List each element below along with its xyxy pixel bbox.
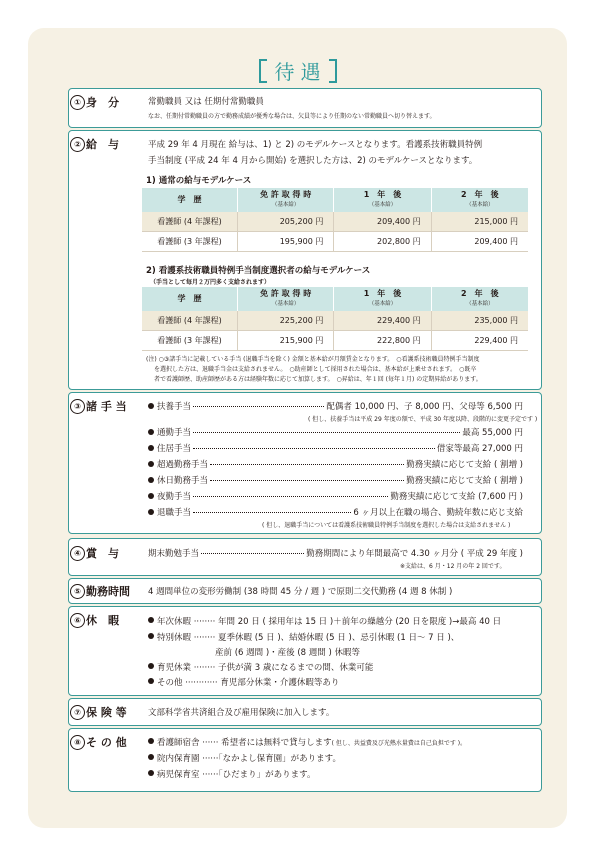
- section-heading: ③ 諸 手 当: [70, 398, 127, 414]
- table2-subtitle: （手当として毎月２万円多く支給されます）: [150, 279, 271, 286]
- allowance-row: 退職手当 6 ヶ月以上在職の場合、勤続年数に応じ支給: [148, 506, 523, 518]
- col-header: 2 年 後 （基本給）: [431, 188, 528, 212]
- section-heading: ⑧ そ の 他: [70, 734, 127, 750]
- kyuyo-note-2: を選択した方は、退職手当金は支給されません。 ○助産師として採用された場合は、基本給が上乗せされます。 ○既卒: [154, 366, 477, 373]
- section-heading: ⑥ 休 暇: [70, 612, 119, 628]
- mibun-line2: なお、任期付常勤職員の方で勤務成績が優秀な場合は、欠員等により任期のない常勤職員へ切り替えます。: [148, 113, 436, 120]
- taishoku-note: ( 但し、退職手当については看護系技術職員特例手当制度を選択した場合は支給されません ): [262, 522, 511, 529]
- sonota-line3: 病児保育室 ······「ひだまり」があります。: [148, 768, 316, 780]
- kyuka-tokubetsu-2: 産前 (6 週間 )・産後 (8 週間 ) 休暇等: [215, 648, 360, 658]
- kyuka-tokubetsu: 特別休暇 ········ 夏季休暇 (5 日 )、結婚休暇 (5 日 )、忌引休暇 (1 日～ 7 日 )、: [148, 631, 459, 643]
- section-heading: ④ 賞 与: [70, 545, 119, 561]
- table-row: 看護師 (4 年課程) 205,200 円 209,400 円 215,000 円: [142, 212, 528, 232]
- col-header: 学 歴: [142, 287, 238, 311]
- table2-title: 2) 看護系技術職員特例手当制度選択者の給与モデルケース: [146, 266, 371, 276]
- fuyo-note: ( 但し、扶養手当は平成 29 年度の額で、平成 30 年度以降、段階的に変更予定です ): [308, 416, 538, 423]
- kyuyo-note-1: (注) ○③諸手当に記載している手当 (退職手当を除く) 金額と基本給が月額賃金となります。 ○看護系技術職員特例手当制度: [146, 356, 480, 363]
- salary-table-2: [142, 287, 528, 351]
- section-heading: ⑤ 勤務時間: [70, 583, 130, 599]
- allowance-row: 扶養手当 配偶者 10,000 円、子 8,000 円、父母等 6,500 円: [148, 400, 523, 412]
- salary-table-1: [142, 188, 528, 252]
- table-row: 看護師 (4 年課程) 225,200 円 229,400 円 235,000 円: [142, 311, 528, 331]
- kyuyo-line2: 手当制度 (平成 24 年 4 月から開始) を選択した方は、2) のモデルケースとなります。: [148, 156, 478, 166]
- bonus-note: ※支給は、6 月・12 月の年 2 回です。: [400, 563, 506, 570]
- page-title: [0, 56, 595, 85]
- table-row: 看護師 (3 年課程) 215,900 円 222,800 円 229,400 円: [142, 331, 528, 351]
- section-heading: ⑦ 保 険 等: [70, 704, 127, 720]
- section-heading: ② 給 与: [70, 136, 119, 152]
- col-header: 1 年 後 （基本給）: [334, 188, 431, 212]
- jikan-text: 4 週間単位の変形労働制 (38 時間 45 分 / 週 ) で原則二交代勤務 (4 週 8 休制 ): [148, 587, 453, 597]
- col-header: 2 年 後 （基本給）: [431, 287, 528, 311]
- kyuka-nenji: 年次休暇 ········ 年間 20 日 ( 採用年は 15 日 )＋前年の繰越分 (20 日を限度 )→最高 40 日: [148, 615, 501, 627]
- kyuyo-note-3: 者で看護師歴、助産師歴がある方は経験年数に応じて加算します。 ○昇給は、年１回 (毎年１月) の定期昇給があります。: [154, 376, 482, 383]
- bonus-row: 期末勤勉手当 勤務期間により年間最高で 4.30 ヶ月分 ( 平成 29 年度 ): [148, 549, 523, 559]
- title-text: 待遇: [274, 60, 327, 84]
- allowance-row: 通勤手当 最高 55,000 円: [148, 426, 523, 438]
- col-header: 1 年 後 （基本給）: [334, 287, 431, 311]
- allowance-row: 超過勤務手当 勤務実績に応じて支給 ( 割増 ): [148, 458, 523, 470]
- allowance-row: 住居手当 借家等最高 27,000 円: [148, 442, 523, 454]
- sonota-line2: 院内保育園 ······「なかよし保育園」があります。: [148, 752, 341, 764]
- col-header: 学 歴: [142, 188, 238, 212]
- allowance-row: 夜勤手当 勤務実績に応じて支給 (7,600 円 ): [148, 490, 523, 502]
- section-kyuyo: [68, 130, 542, 390]
- allowance-row: 休日勤務手当 勤務実績に応じて支給 ( 割増 ): [148, 474, 523, 486]
- col-header: 免 許 取 得 時 （基本給）: [238, 188, 334, 212]
- kyuka-ikuji: 育児休業 ········ 子供が満 3 歳になるまでの間、休業可能: [148, 661, 373, 673]
- section-mibun: [68, 88, 542, 128]
- kyuka-sonota: その他 ············ 育児部分休業・介護休暇等あり: [148, 676, 339, 688]
- kyuyo-line1: 平成 29 年 4 月現在 給与は、1) と 2) のモデルケースとなります。看護系技術職員特例: [148, 140, 483, 150]
- section-heading: ① 身 分: [70, 94, 119, 110]
- table1-title: 1) 通常の給与モデルケース: [146, 176, 252, 186]
- mibun-line1: 常勤職員 又は 任期付常勤職員: [148, 97, 264, 107]
- table-row: 看護師 (3 年課程) 195,900 円 202,800 円 209,400 円: [142, 232, 528, 252]
- col-header: 免 許 取 得 時 （基本給）: [238, 287, 334, 311]
- hoken-text: 文部科学省共済組合及び雇用保険に加入します。: [148, 708, 335, 718]
- sonota-line1: 看護師宿舎 ······ 希望者には無料で貸与します( 但し、共益費及び光熱水量費は自己負担です )。: [148, 736, 466, 748]
